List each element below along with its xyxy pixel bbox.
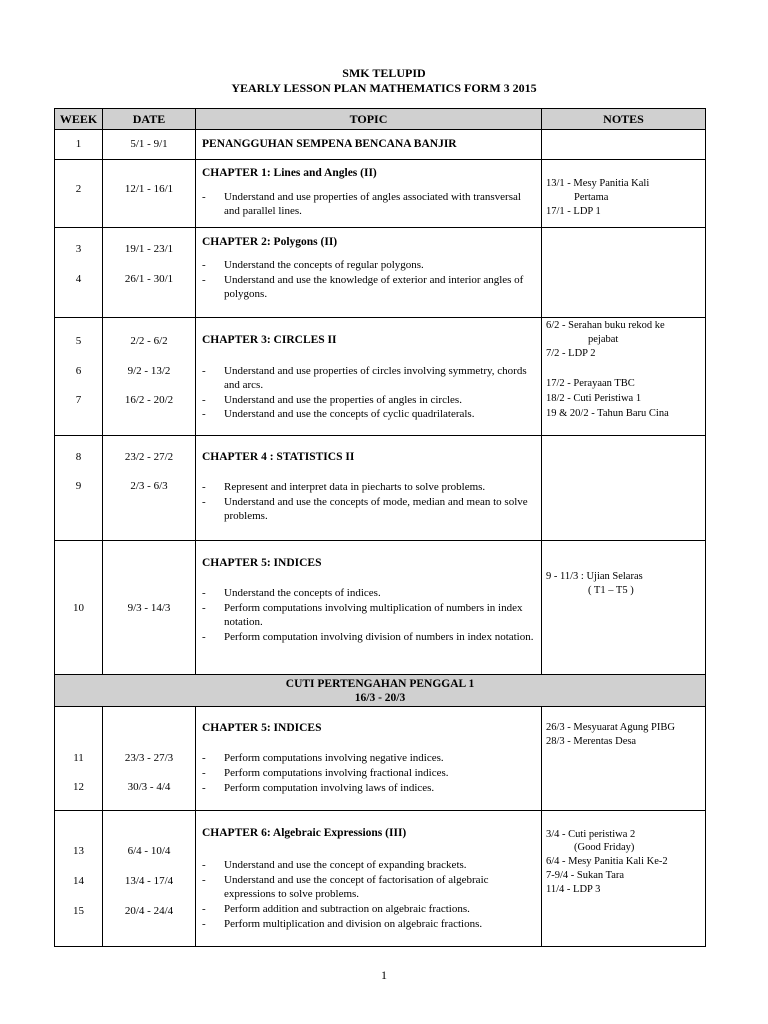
table-row [55,811,706,947]
week-number: 11 [73,752,84,764]
week-number: 4 [75,273,82,285]
note-item: 17/2 - Perayaan TBC [546,378,635,389]
date-range: 23/2 - 27/2 [124,451,174,463]
note-item: 28/3 - Merentas Desa [546,736,637,747]
date-range: 2/3 - 6/3 [130,480,168,492]
note-item: 7-9/4 - Sukan Tara [546,870,625,881]
learning-objective: - Represent and interpret data in piecharts to solve problems. [202,481,486,493]
learning-objective: - Understand and use the concept of factorisation of algebraic expressions to solve problems. [202,874,489,900]
week-number: 8 [75,451,82,463]
date-range: 2/2 - 6/2 [130,335,168,347]
table-row [55,707,706,811]
learning-objective: - Understand and use the concepts of cyclic quadrilaterals. [202,408,475,420]
learning-objective: - Perform computation involving division of numbers in index notation. [202,631,534,643]
week-number: 12 [73,781,84,793]
week-number: 2 [75,183,82,195]
table-row [55,160,706,228]
lesson-plan-table [54,108,706,947]
table-row [55,130,706,160]
learning-objective: - Understand the concepts of indices. [202,587,381,599]
date-range: 26/1 - 30/1 [124,273,174,285]
note-item: 17/1 - LDP 1 [546,206,601,217]
holiday-break-row [55,675,706,707]
week-number: 6 [75,365,82,377]
learning-objective: - Understand and use properties of angles associated with transversal and parallel lines. [202,191,521,217]
learning-objective: - Understand and use the concepts of mode, median and mean to solve problems. [202,496,528,522]
topic-title: PENANGGUHAN SEMPENA BENCANA BANJIR [202,138,457,150]
table-header-row [55,109,706,130]
table-row [55,228,706,318]
date-range: 5/1 - 9/1 [130,138,168,150]
chapter-title: CHAPTER 5: INDICES [202,557,322,569]
note-item: 11/4 - LDP 3 [546,884,601,895]
note-item: ( T1 – T5 ) [588,585,634,596]
table-row [55,436,706,541]
learning-objective: - Understand and use the concept of expanding brackets. [202,859,467,871]
chapter-title: CHAPTER 5: INDICES [202,722,322,734]
learning-objective: - Understand and use the properties of angles in circles. [202,394,462,406]
learning-objective: - Perform computations involving multiplication of numbers in index notation. [202,602,523,628]
note-item: 3/4 - Cuti peristiwa 2 [546,829,636,840]
school-name: SMK TELUPID [342,66,426,80]
note-item: 18/2 - Cuti Peristiwa 1 [546,393,642,404]
column-header-week: WEEK [55,109,103,130]
learning-objective: - Perform computations involving negative indices. [202,752,444,764]
chapter-title: CHAPTER 2: Polygons (II) [202,236,338,248]
week-number: 5 [75,335,82,347]
note-item: 9 - 11/3 : Ujian Selaras [546,571,643,582]
week-number: 7 [75,394,82,406]
column-header-notes: NOTES [542,109,706,130]
week-number: 15 [73,905,84,917]
learning-objective: - Perform computation involving laws of indices. [202,782,435,794]
chapter-title: CHAPTER 3: CIRCLES II [202,334,337,346]
table-row [55,318,706,436]
document-title: YEARLY LESSON PLAN MATHEMATICS FORM 3 2015 [231,81,537,95]
date-range: 12/1 - 16/1 [124,183,174,195]
date-range: 19/1 - 23/1 [124,243,174,255]
date-range: 23/3 - 27/3 [124,752,174,764]
learning-objective: - Understand the concepts of regular polygons. [202,259,424,271]
break-dates: 16/3 - 20/3 [354,691,406,704]
date-range: 6/4 - 10/4 [127,845,171,857]
date-range: 13/4 - 17/4 [124,875,174,887]
date-range: 9/2 - 13/2 [127,365,171,377]
date-range: 16/2 - 20/2 [124,394,174,406]
date-range: 30/3 - 4/4 [127,781,171,793]
column-header-topic: TOPIC [196,109,542,130]
learning-objective: - Perform multiplication and division on algebraic fractions. [202,918,483,930]
week-number: 9 [75,480,82,492]
learning-objective: - Understand and use properties of circles involving symmetry, chords and arcs. [202,365,527,391]
note-item: 6/4 - Mesy Panitia Kali Ke-2 [546,856,668,867]
note-item: 19 & 20/2 - Tahun Baru Cina [546,408,669,419]
break-title: CUTI PERTENGAHAN PENGGAL 1 [285,677,475,690]
note-item: 6/2 - Serahan buku rekod ke [546,320,665,331]
week-number: 3 [75,243,82,255]
note-item: pejabat [588,334,619,345]
learning-objective: - Perform addition and subtraction on algebraic fractions. [202,903,470,915]
page-number: 1 [381,968,387,982]
note-item: 26/3 - Mesyuarat Agung PIBG [546,722,675,733]
learning-objective: - Perform computations involving fractional indices. [202,767,449,779]
date-range: 20/4 - 24/4 [124,905,174,917]
note-item: 13/1 - Mesy Panitia Kali [546,178,650,189]
learning-objective: - Understand and use the knowledge of exterior and interior angles of polygons. [202,274,524,300]
date-range: 9/3 - 14/3 [127,602,171,614]
chapter-title: CHAPTER 6: Algebraic Expressions (III) [202,827,407,839]
table-row [55,541,706,675]
week-number: 10 [73,602,84,614]
note-item: 7/2 - LDP 2 [546,348,596,359]
column-header-date: DATE [103,109,196,130]
week-number: 13 [73,845,84,857]
week-number: 14 [73,875,84,887]
chapter-title: CHAPTER 1: Lines and Angles (II) [202,167,377,179]
note-item: Pertama [574,192,609,203]
chapter-title: CHAPTER 4 : STATISTICS II [202,451,355,463]
note-item: (Good Friday) [574,842,635,853]
week-number: 1 [75,138,82,150]
